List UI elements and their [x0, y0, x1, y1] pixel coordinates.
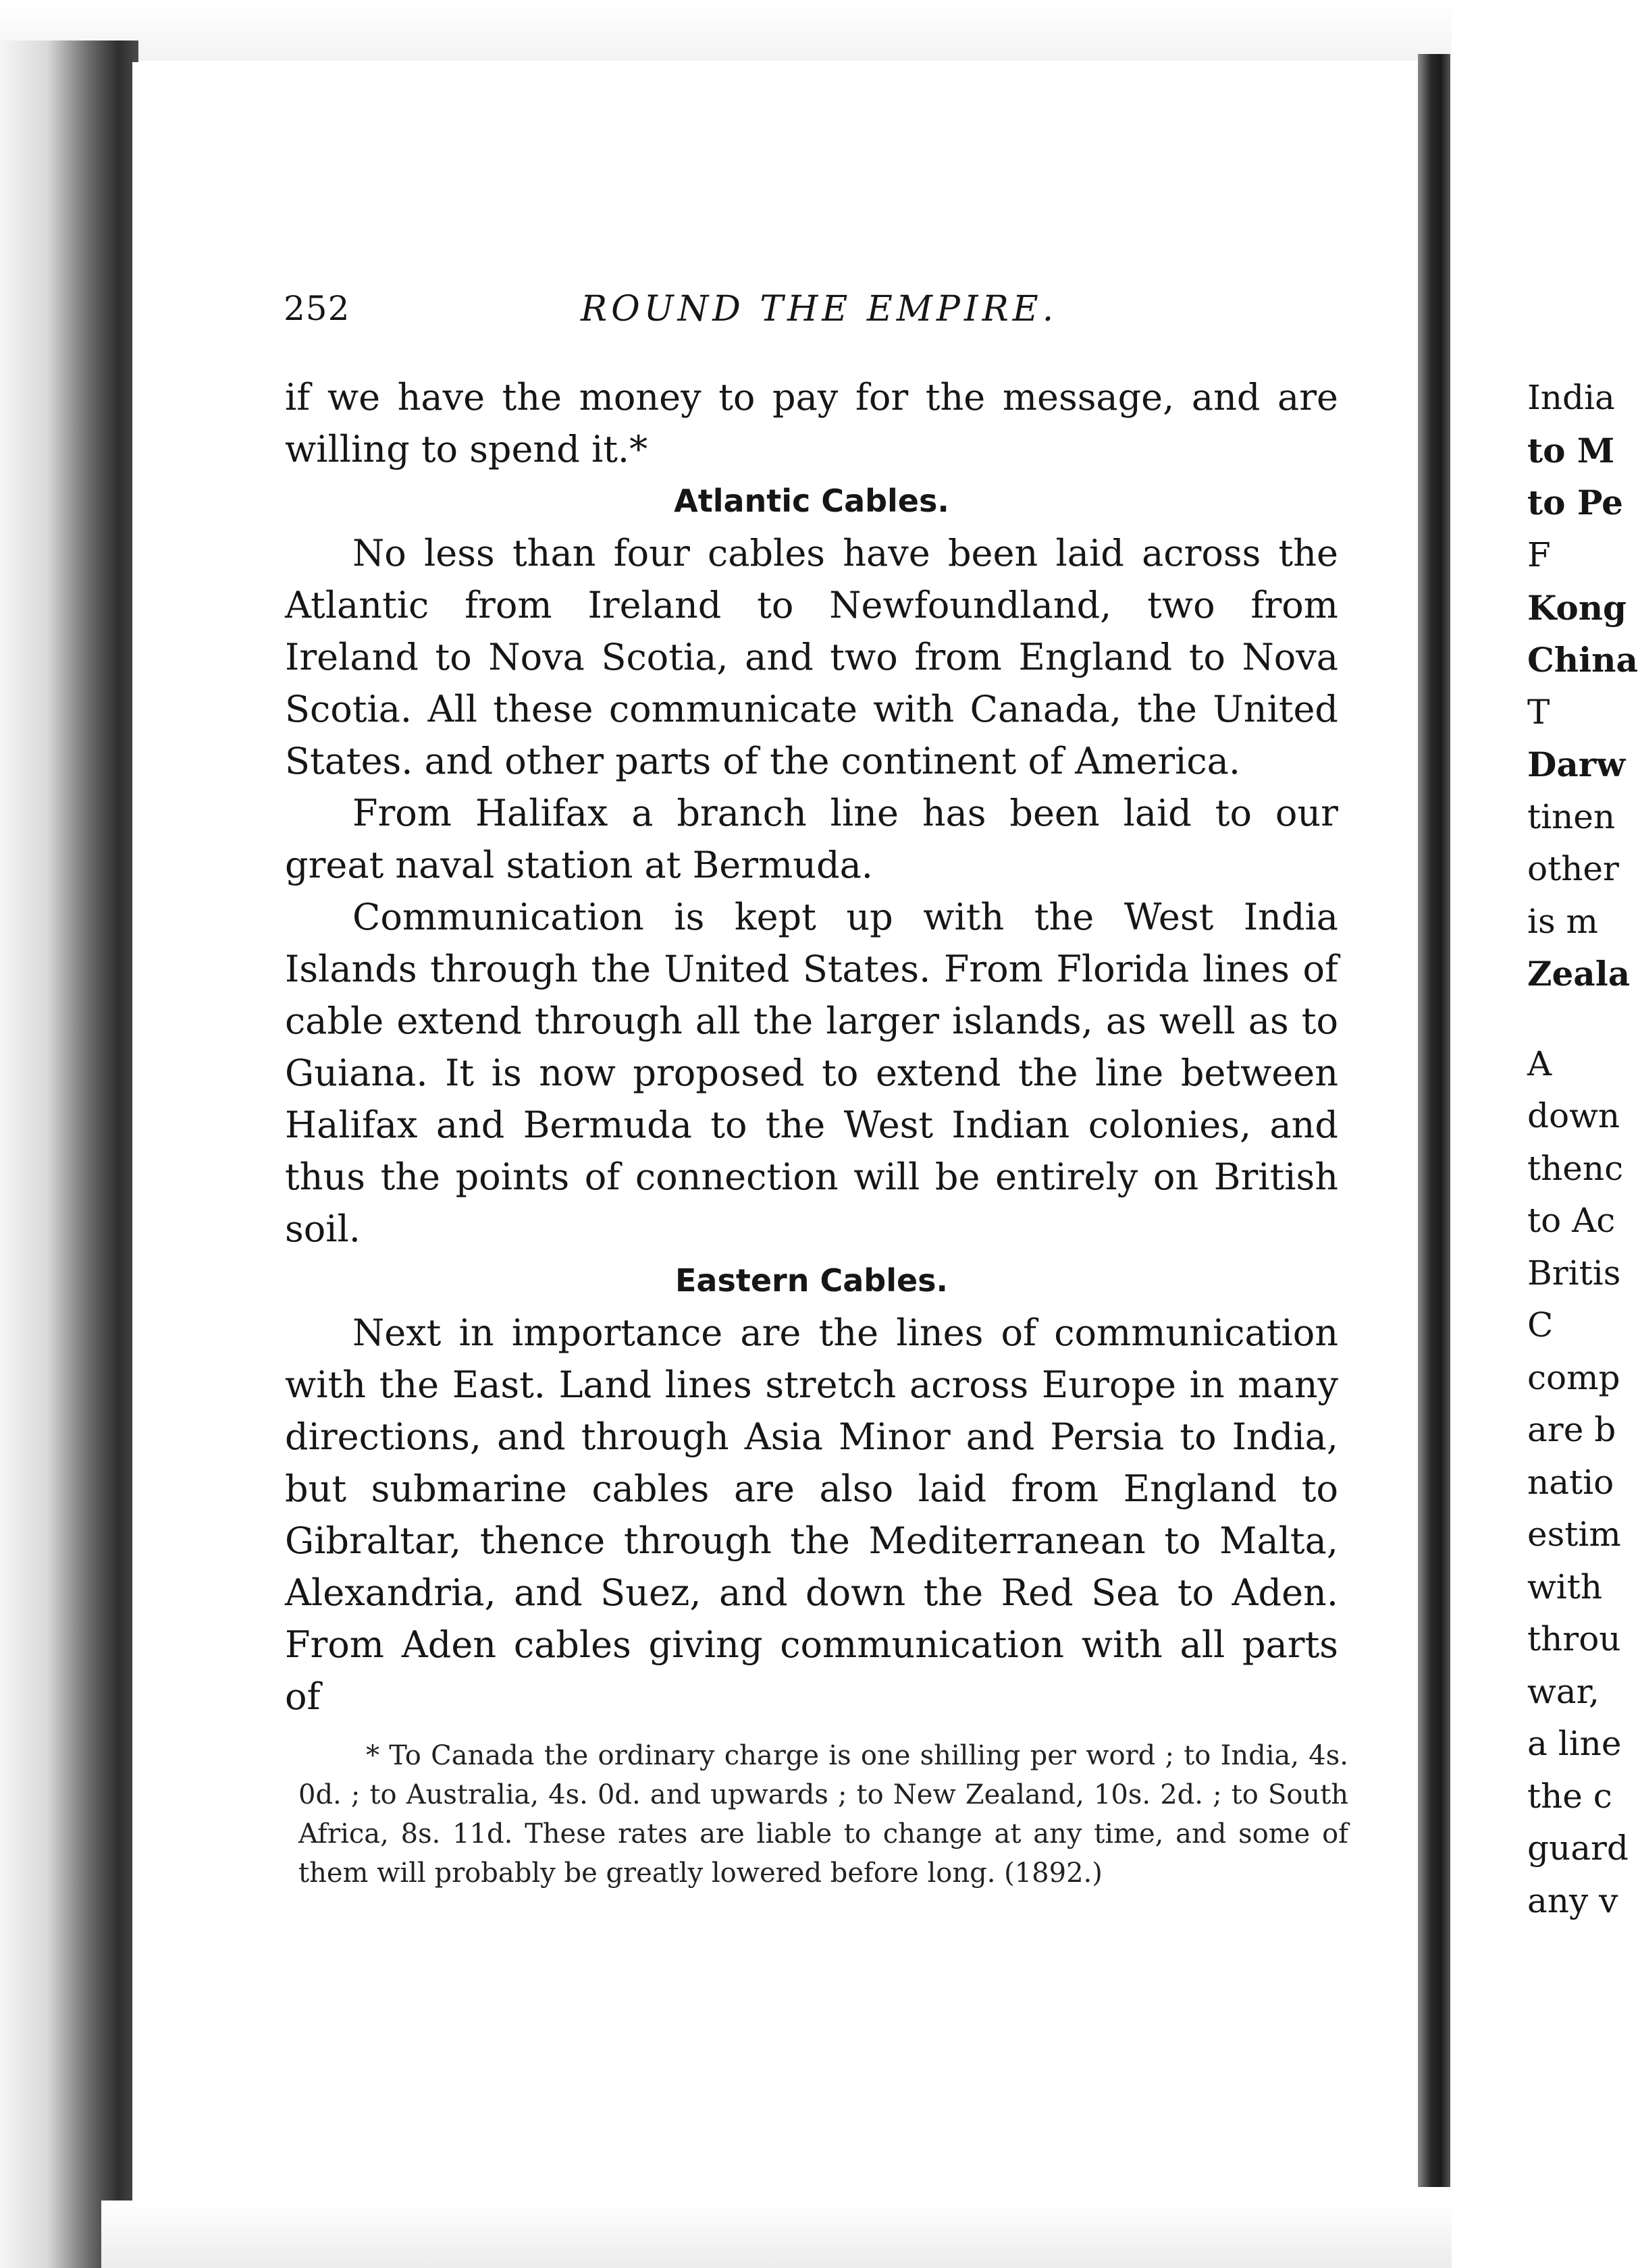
- facing-page-line: war,: [1527, 1672, 1600, 1711]
- facing-page-line: Britis: [1527, 1253, 1621, 1293]
- book-spine-shadow: [0, 40, 138, 2268]
- facing-page-line: thenc: [1527, 1149, 1624, 1188]
- page-bottom-edge: [101, 2200, 1452, 2268]
- footnote-text: * To Canada the ordinary charge is one shilling per word ; to India, 4s. 0d. ; to Australia, 4s. 0d. and upwards ; to New Zealand, 10s. 2d. ; to South Africa, 8s. 11d. These rates are liable to change at any time, and some of them will probably be greatly lowered before long. (1892.): [298, 1740, 1348, 1889]
- scan-top-margin: [0, 0, 1612, 61]
- facing-page-line: natio: [1527, 1463, 1614, 1502]
- body-paragraph: if we have the money to pay for the message, and are willing to spend it.*: [285, 376, 1338, 470]
- facing-page-line: to Pe: [1527, 483, 1623, 522]
- facing-page-line: F: [1527, 535, 1551, 574]
- page-number: 252: [284, 289, 350, 328]
- facing-page-line: estim: [1527, 1515, 1621, 1554]
- facing-page-line: throu: [1527, 1619, 1621, 1658]
- facing-page-fragment: [1452, 0, 1638, 2268]
- facing-page-line: is m: [1527, 902, 1598, 941]
- facing-page-line: T: [1527, 693, 1550, 732]
- facing-page-line: Zeala: [1527, 954, 1631, 994]
- footnote: [298, 1736, 1348, 1893]
- facing-page-line: a line: [1527, 1724, 1622, 1763]
- body-text: [285, 371, 1338, 1723]
- facing-page-line: to Ac: [1527, 1201, 1616, 1240]
- facing-page-line: India: [1527, 378, 1615, 417]
- facing-page-line: Kong: [1527, 588, 1627, 628]
- facing-page-line: guard: [1527, 1829, 1629, 1868]
- facing-page-line: any v: [1527, 1881, 1618, 1920]
- body-paragraph: From Halifax a branch line has been laid to our great naval station at Bermuda.: [285, 792, 1338, 886]
- section-heading: Atlantic Cables.: [674, 483, 949, 519]
- facing-page-line: to M: [1527, 431, 1615, 470]
- facing-page-line: down: [1527, 1096, 1620, 1135]
- running-title: ROUND THE EMPIRE.: [581, 289, 1058, 329]
- facing-page-line: C: [1527, 1305, 1554, 1345]
- section-heading: Eastern Cables.: [675, 1262, 949, 1299]
- body-paragraph: Next in importance are the lines of communication with the East. Land lines stretch across Europe in many directions, and through Asia Minor and Persia to India, but submarine cables are also laid from England to Gibraltar, thence through the Mediterranean to Malta, Alexandria, and Suez, and down the Red Sea to Aden. From Aden cables giving communication with all parts of: [285, 1312, 1338, 1718]
- facing-page-line: tinen: [1527, 797, 1616, 836]
- facing-page-line: with: [1527, 1567, 1603, 1606]
- facing-page-line: A: [1527, 1044, 1552, 1083]
- facing-page-line: are b: [1527, 1410, 1616, 1449]
- body-paragraph: No less than four cables have been laid across the Atlantic from Ireland to Newfoundland, two from Ireland to Nova Scotia, and two from England to Nova Scotia. All these communicate with Canada, the United States. and other parts of the continent of America.: [285, 532, 1338, 782]
- facing-page-line: the c: [1527, 1777, 1612, 1816]
- book-gutter: [1418, 54, 1450, 2187]
- facing-page-line: China: [1527, 640, 1638, 680]
- body-paragraph: Communication is kept up with the West India Islands through the United States. From Florida lines of cable extend through all the larger islands, as well as to Guiana. It is now proposed to extend the line between Halifax and Bermuda to the West Indian colonies, and thus the points of connection will be entirely on British soil.: [285, 896, 1338, 1250]
- running-head: [284, 289, 1337, 343]
- facing-page-line: Darw: [1527, 745, 1626, 784]
- facing-page-line: other: [1527, 849, 1619, 888]
- facing-page-line: comp: [1527, 1358, 1620, 1397]
